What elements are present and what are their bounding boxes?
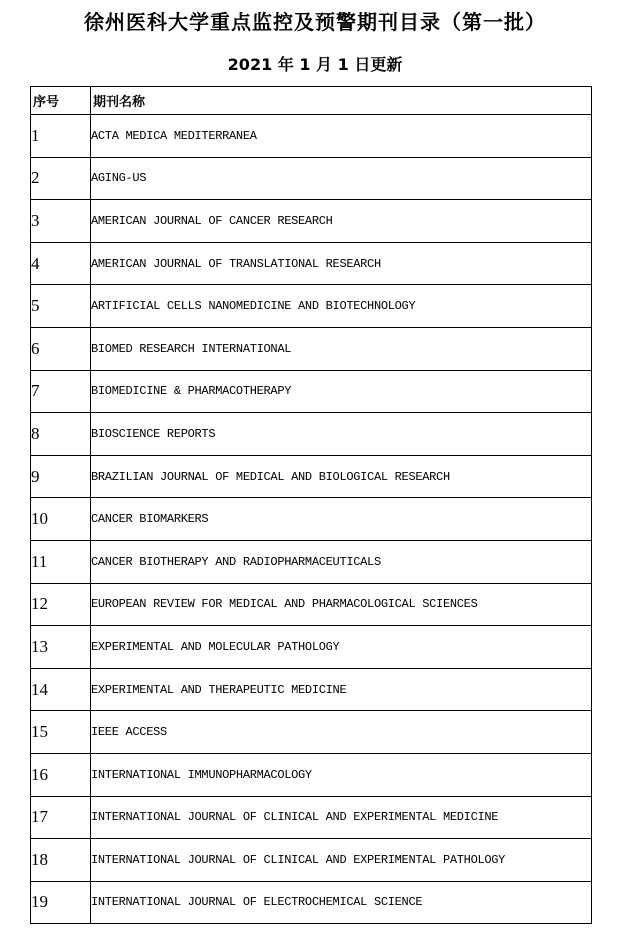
- table-row: [31, 711, 592, 754]
- journal-name: IEEE ACCESS: [91, 711, 592, 754]
- row-number: 6: [31, 327, 91, 370]
- row-number: 11: [31, 540, 91, 583]
- row-number: 17: [31, 796, 91, 839]
- table-row: [31, 583, 592, 626]
- journal-name: EXPERIMENTAL AND THERAPEUTIC MEDICINE: [91, 668, 592, 711]
- table-row: [31, 370, 592, 413]
- journal-name: BRAZILIAN JOURNAL OF MEDICAL AND BIOLOGICAL RESEARCH: [91, 455, 592, 498]
- journal-name: INTERNATIONAL JOURNAL OF ELECTROCHEMICAL SCIENCE: [91, 881, 592, 924]
- table-row: [31, 540, 592, 583]
- row-number: 14: [31, 668, 91, 711]
- table-row: [31, 626, 592, 669]
- journal-name: EUROPEAN REVIEW FOR MEDICAL AND PHARMACOLOGICAL SCIENCES: [91, 583, 592, 626]
- row-number: 4: [31, 242, 91, 285]
- row-number: 18: [31, 839, 91, 882]
- table-row: [31, 115, 592, 158]
- journal-name: BIOMED RESEARCH INTERNATIONAL: [91, 327, 592, 370]
- row-number: 8: [31, 413, 91, 456]
- row-number: 13: [31, 626, 91, 669]
- journal-name: CANCER BIOTHERAPY AND RADIOPHARMACEUTICALS: [91, 540, 592, 583]
- row-number: 16: [31, 753, 91, 796]
- update-date: 2021 年 1 月 1 日更新: [227, 55, 403, 74]
- table-row: [31, 413, 592, 456]
- journal-name: AMERICAN JOURNAL OF TRANSLATIONAL RESEARCH: [91, 242, 592, 285]
- row-number: 12: [31, 583, 91, 626]
- journal-name: INTERNATIONAL JOURNAL OF CLINICAL AND EXPERIMENTAL PATHOLOGY: [91, 839, 592, 882]
- row-number: 5: [31, 285, 91, 328]
- table-row: [31, 327, 592, 370]
- journal-name: INTERNATIONAL IMMUNOPHARMACOLOGY: [91, 753, 592, 796]
- table-row: [31, 881, 592, 924]
- table-body: [31, 115, 592, 924]
- journal-name: ACTA MEDICA MEDITERRANEA: [91, 115, 592, 158]
- table-row: [31, 839, 592, 882]
- table-row: [31, 668, 592, 711]
- row-number: 2: [31, 157, 91, 200]
- journal-name: CANCER BIOMARKERS: [91, 498, 592, 541]
- journal-name: BIOSCIENCE REPORTS: [91, 413, 592, 456]
- row-number: 1: [31, 115, 91, 158]
- table-row: [31, 753, 592, 796]
- journal-name: ARTIFICIAL CELLS NANOMEDICINE AND BIOTECHNOLOGY: [91, 285, 592, 328]
- row-number: 10: [31, 498, 91, 541]
- journal-name: AGING-US: [91, 157, 592, 200]
- journal-name: EXPERIMENTAL AND MOLECULAR PATHOLOGY: [91, 626, 592, 669]
- table-row: [31, 455, 592, 498]
- column-header-number: 序号: [31, 87, 91, 115]
- row-number: 15: [31, 711, 91, 754]
- journal-name: BIOMEDICINE & PHARMACOTHERAPY: [91, 370, 592, 413]
- journal-table: [30, 86, 592, 924]
- table-row: [31, 498, 592, 541]
- table-header-row: [31, 87, 592, 115]
- table-row: [31, 157, 592, 200]
- column-header-journal-name: 期刊名称: [91, 87, 592, 115]
- table-row: [31, 285, 592, 328]
- journal-name: AMERICAN JOURNAL OF CANCER RESEARCH: [91, 200, 592, 243]
- row-number: 7: [31, 370, 91, 413]
- journal-name: INTERNATIONAL JOURNAL OF CLINICAL AND EXPERIMENTAL MEDICINE: [91, 796, 592, 839]
- row-number: 9: [31, 455, 91, 498]
- table-row: [31, 796, 592, 839]
- row-number: 3: [31, 200, 91, 243]
- table-row: [31, 200, 592, 243]
- row-number: 19: [31, 881, 91, 924]
- table-row: [31, 242, 592, 285]
- document-title: 徐州医科大学重点监控及预警期刊目录（第一批）: [84, 10, 546, 34]
